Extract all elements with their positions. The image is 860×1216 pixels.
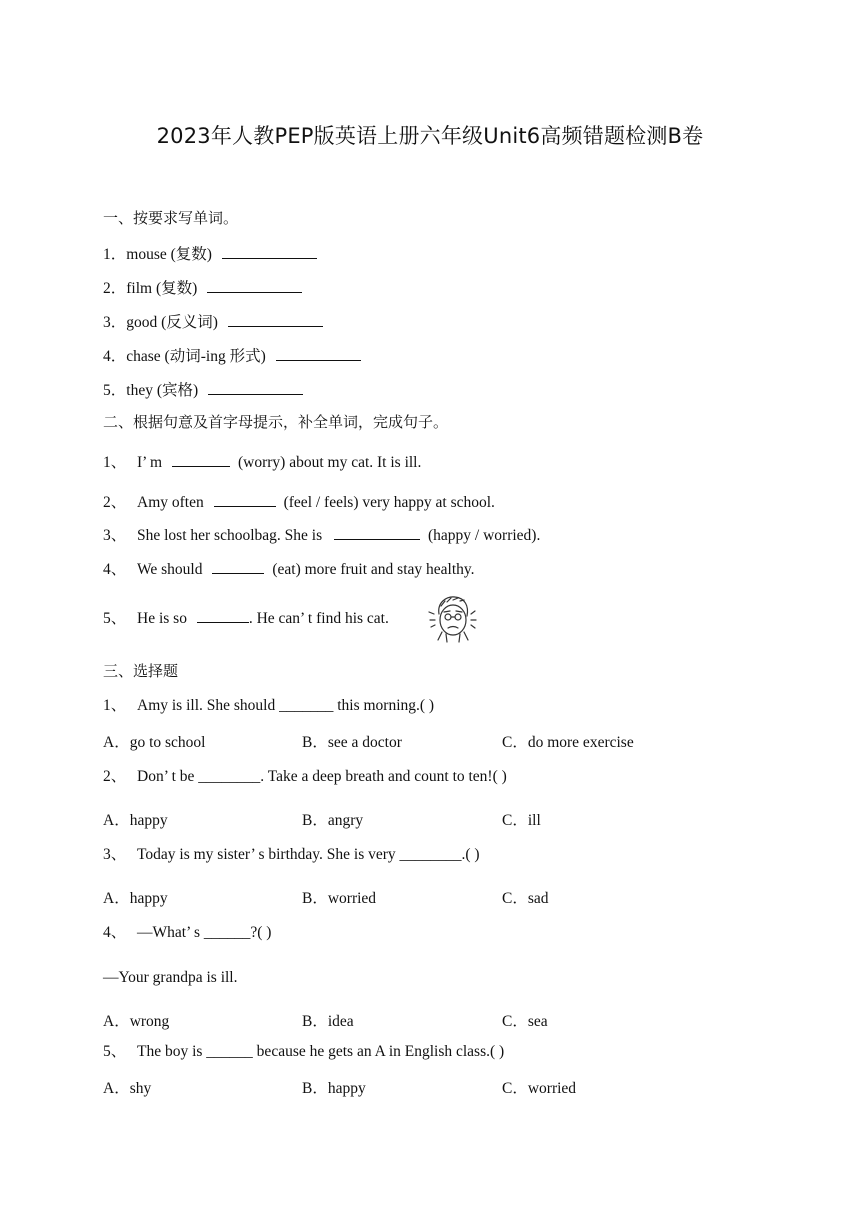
item-text: chase (动词-ing 形式): [126, 348, 266, 365]
item-number: 4、: [103, 561, 127, 578]
answer-blank[interactable]: [172, 452, 230, 467]
item-number: 3、: [103, 527, 127, 544]
item-post: (worry) about my cat. It is ill.: [237, 454, 422, 471]
question-number: 3、: [103, 846, 127, 863]
item-post: (eat) more fruit and stay healthy.: [272, 561, 475, 578]
answer-blank[interactable]: [214, 492, 276, 507]
option-b[interactable]: B．angry: [302, 812, 364, 829]
answer-blank[interactable]: [208, 380, 303, 395]
item-number: 1、: [103, 454, 127, 471]
item-text: film (复数): [126, 280, 198, 297]
option-c[interactable]: C．ill: [502, 812, 541, 829]
option-b[interactable]: B．see a doctor: [302, 734, 402, 751]
item-post: (happy / worried).: [428, 527, 541, 544]
option-c[interactable]: C．worried: [502, 1080, 577, 1097]
option-a[interactable]: A．happy: [103, 890, 168, 907]
question-text: —What’ s ______?( ): [137, 924, 272, 941]
section-1-heading: 一、按要求写单词。: [103, 209, 239, 227]
s2-item-5: [103, 608, 389, 629]
item-text: mouse (复数): [126, 246, 212, 263]
s2-item-2: [103, 492, 495, 513]
item-pre: I’ m: [137, 454, 163, 471]
s1-item-2: [103, 278, 302, 299]
section-3-heading: 三、选择题: [103, 662, 179, 680]
s2-item-1: [103, 452, 421, 473]
item-pre: We should: [137, 561, 203, 578]
item-number: 2．: [103, 280, 127, 297]
option-b[interactable]: B．idea: [302, 1013, 354, 1030]
answer-blank[interactable]: [212, 559, 264, 574]
option-a[interactable]: A．go to school: [103, 734, 206, 751]
option-c[interactable]: C．do more exercise: [502, 734, 634, 751]
answer-blank[interactable]: [334, 525, 420, 540]
answer-blank[interactable]: [207, 278, 302, 293]
option-a[interactable]: A．shy: [103, 1080, 152, 1097]
s2-item-4: [103, 559, 475, 580]
s3-question-3: [103, 845, 480, 865]
option-c[interactable]: C．sea: [502, 1013, 548, 1030]
worried-face-icon: [425, 592, 481, 644]
s1-item-5: [103, 380, 303, 401]
question-text: Amy is ill. She should _______ this morning.( ): [137, 697, 435, 714]
item-post: . He can’ t find his cat.: [248, 610, 389, 627]
item-number: 5．: [103, 382, 127, 399]
page-title: 2023年人教PEP版英语上册六年级Unit6高频错题检测B卷: [156, 124, 704, 148]
s3-answer-line: —Your grandpa is ill.: [103, 969, 238, 986]
item-text: good (反义词): [126, 314, 218, 331]
item-post: (feel / feels) very happy at school.: [283, 494, 495, 511]
question-text: Don’ t be ________. Take a deep breath and count to ten!( ): [137, 768, 507, 785]
s3-question-4: [103, 923, 271, 943]
question-number: 2、: [103, 768, 127, 785]
s3-question-5: [103, 1042, 504, 1062]
section-2-heading: 二、根据句意及首字母提示，补全单词，完成句子。: [103, 413, 449, 431]
item-pre: She lost her schoolbag. She is: [137, 527, 323, 544]
item-pre: He is so: [137, 610, 187, 627]
item-number: 1．: [103, 246, 127, 263]
item-number: 4．: [103, 348, 127, 365]
s1-item-4: [103, 346, 361, 367]
question-number: 4、: [103, 924, 127, 941]
s1-item-3: [103, 312, 323, 333]
question-number: 1、: [103, 697, 127, 714]
item-number: 3．: [103, 314, 127, 331]
item-number: 2、: [103, 494, 127, 511]
s2-item-3: [103, 525, 540, 546]
s3-question-1: [103, 696, 434, 716]
item-text: they (宾格): [126, 382, 199, 399]
option-c[interactable]: C．sad: [502, 890, 549, 907]
option-b[interactable]: B．worried: [302, 890, 377, 907]
answer-blank[interactable]: [276, 346, 361, 361]
question-number: 5、: [103, 1043, 127, 1060]
s3-question-2: [103, 767, 507, 787]
option-a[interactable]: A．happy: [103, 812, 168, 829]
answer-blank[interactable]: [228, 312, 323, 327]
option-b[interactable]: B．happy: [302, 1080, 366, 1097]
answer-blank[interactable]: [222, 244, 317, 259]
s1-item-1: [103, 244, 317, 265]
question-text: The boy is ______ because he gets an A in English class.( ): [137, 1043, 505, 1060]
question-text: Today is my sister’ s birthday. She is very ________.( ): [137, 846, 480, 863]
item-number: 5、: [103, 610, 127, 627]
option-a[interactable]: A．wrong: [103, 1013, 170, 1030]
answer-blank[interactable]: [197, 608, 249, 623]
item-pre: Amy often: [137, 494, 204, 511]
